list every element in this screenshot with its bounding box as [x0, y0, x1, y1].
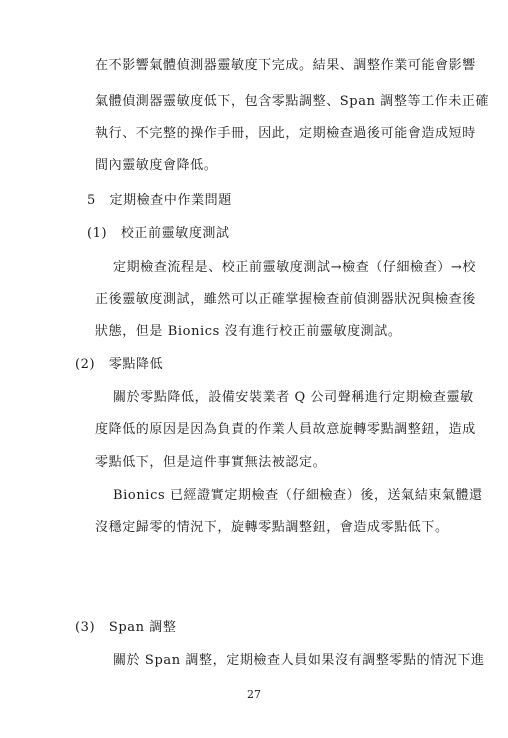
subsection-heading-2: (2) 零點降低	[75, 357, 164, 372]
text-line-1: 在不影響氣體偵測器靈敏度下完成。結果、調整作業可能會影響	[95, 58, 476, 73]
text-line-17: 關於 Span 調整，定期檢查人員如果沒有調整零點的情況下進	[113, 653, 485, 668]
subsection-heading-3: (3) Span 調整	[75, 620, 177, 635]
text-line-14: Bionics 已經證實定期檢查（仔細檢查）後，送氣結束氣體還	[113, 488, 483, 503]
text-line-15: 沒穩定歸零的情況下，旋轉零點調整鈕，會造成零點低下。	[95, 520, 449, 535]
text-line-2: 氣體偵測器靈敏度低下，包含零點調整、Span 調整等工作未正確	[95, 94, 490, 109]
page-number: 27	[247, 688, 261, 701]
text-line-3: 執行、不完整的操作手冊，因此，定期檢查過後可能會造成短時	[95, 126, 476, 141]
section-heading-5: 5 定期檢查中作業問題	[87, 193, 232, 208]
text-line-9: 狀態，但是 Bionics 沒有進行校正前靈敏度測試。	[95, 324, 402, 339]
text-line-11: 關於零點降低，設備安裝業者 Q 公司聲稱進行定期檢查靈敏	[113, 390, 474, 405]
text-line-7: 定期檢查流程是、校正前靈敏度測試→檢查（仔細檢查）→校	[113, 260, 476, 275]
text-line-12: 度降低的原因是因為負責的作業人員故意旋轉零點調整鈕，造成	[95, 422, 476, 437]
text-line-8: 正後靈敏度測試，雖然可以正確掌握檢查前偵測器狀況與檢查後	[95, 292, 476, 307]
text-line-13: 零點低下，但是這件事實無法被認定。	[95, 455, 327, 470]
subsection-heading-1: (1) 校正前靈敏度測試	[87, 226, 230, 241]
text-line-4: 間內靈敏度會降低。	[95, 158, 218, 173]
